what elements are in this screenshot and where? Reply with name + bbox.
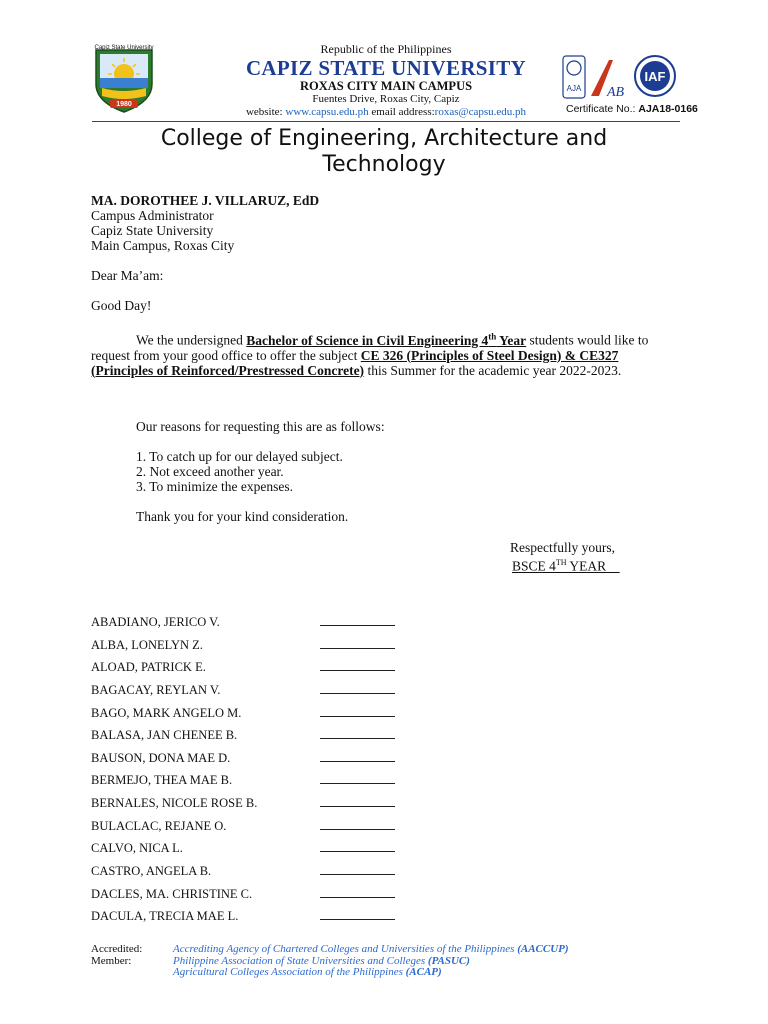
svg-text:AJA: AJA: [566, 84, 582, 93]
signatory-name: CALVO, NICA L.: [91, 841, 183, 855]
reasons-intro: Our reasons for requesting this are as follows:: [136, 419, 385, 434]
signatory-name: BAGACAY, REYLAN V.: [91, 683, 221, 697]
footer-label: Member:: [91, 954, 132, 967]
recipient-line: Main Campus, Roxas City: [91, 238, 235, 253]
signatory-name: ALBA, LONELYN Z.: [91, 638, 203, 652]
recipient-line: Capiz State University: [91, 223, 214, 238]
signatory-name: DACLES, MA. CHRISTINE C.: [91, 887, 253, 901]
reason-item: 1. To catch up for our delayed subject.: [136, 449, 343, 464]
reason-item: 3. To minimize the expenses.: [136, 479, 294, 494]
jab-logo: [591, 60, 625, 100]
certificate-value: AJA18-0166: [638, 103, 698, 115]
reason-item: 2. Not exceed another year.: [136, 464, 284, 479]
signature-line: [320, 806, 395, 807]
signatory-row: [91, 864, 411, 886]
closing: Respectfully yours,: [510, 540, 615, 555]
certificate-number: [566, 103, 698, 115]
contact-line: [200, 106, 572, 118]
org-abbr: (PASUC): [427, 954, 470, 967]
signature-line: [320, 783, 395, 784]
recipient-line: Campus Administrator: [91, 208, 214, 223]
signatory-name: BALASA, JAN CHENEE B.: [91, 728, 238, 742]
request-paragraph: [91, 329, 681, 378]
signatory-name: BULACLAC, REJANE O.: [91, 819, 227, 833]
signatory-row: [91, 909, 411, 931]
signatory-name: ALOAD, PATRICK E.: [91, 660, 206, 674]
signatory-row: [91, 841, 411, 863]
signatory-name: BAUSON, DONA MAE D.: [91, 751, 231, 765]
signatory-row: [91, 683, 411, 705]
program-name: [246, 333, 526, 348]
signature-line: [320, 897, 395, 898]
org-name: Philippine Association of State Universities and Colleges: [173, 954, 428, 967]
recipient-address: [91, 208, 234, 253]
greeting: Good Day!: [91, 298, 152, 313]
signature-line: [320, 716, 395, 717]
footer-org: [173, 943, 569, 955]
signatory-row: [91, 887, 411, 909]
signatory-row: [91, 615, 411, 637]
signatory-name: BAGO, MARK ANGELO M.: [91, 706, 242, 720]
signature-line: [320, 761, 395, 762]
header-divider: [92, 121, 680, 122]
thanks-line: Thank you for your kind consideration.: [136, 509, 349, 524]
footer-row: [91, 967, 691, 979]
signature-line: [320, 738, 395, 739]
signature-line: [320, 829, 395, 830]
signature-line: [320, 625, 395, 626]
program-text: Bachelor of Science in Civil Engineering 4: [246, 332, 489, 348]
address-line: Fuentes Drive, Roxas City, Capiz: [312, 93, 460, 105]
email-label: email address:: [368, 106, 435, 118]
svg-text:AB: AB: [607, 85, 625, 100]
republic-line: Republic of the Philippines: [320, 42, 452, 56]
org-name: Agricultural Colleges Association of the Philippines: [173, 966, 406, 978]
signature-line: [320, 648, 395, 649]
email-link[interactable]: roxas@capsu.edu.ph: [434, 106, 527, 118]
class-year: YEAR: [566, 558, 620, 574]
signatory-row: [91, 638, 411, 660]
signatory-name: DACULA, TRECIA MAE L.: [91, 909, 239, 923]
para-text-3: this Summer for the academic year 2022-2023.: [364, 362, 622, 378]
org-abbr: (ACAP): [405, 966, 442, 978]
org-name: Accrediting Agency of Chartered Colleges and Universities of the Philippines: [173, 943, 518, 955]
aja-logo: [563, 56, 585, 98]
website-label: website:: [245, 106, 286, 118]
college-title: College of Engineering, Architecture and Technology: [160, 126, 608, 177]
signatory-row: [91, 796, 411, 818]
org-abbr: (AACCUP): [517, 943, 569, 955]
signatory-name: BERMEJO, THEA MAE B.: [91, 773, 233, 787]
recipient-name: MA. DOROTHEE J. VILLARUZ, EdD: [91, 193, 320, 208]
para-text-2: students would like to request from your good office to offer the subject: [91, 332, 649, 363]
signatory-row: [91, 706, 411, 728]
program-sup: th: [488, 331, 497, 341]
subjects: CE 326 (Principles of Steel Design) & CE327 (Principles of Reinforced/Prestressed Concrete): [91, 347, 619, 378]
signatory-name: ABADIANO, JERICO V.: [91, 615, 220, 629]
logo-text: Capiz State University: [94, 45, 154, 51]
reasons-list: [136, 449, 343, 494]
university-name: CAPIZ STATE UNIVERSITY: [245, 56, 527, 80]
signature-line: [320, 851, 395, 852]
signatory-name: BERNALES, NICOLE ROSE B.: [91, 796, 258, 810]
signature-line: [320, 919, 395, 920]
campus-name: ROXAS CITY MAIN CAMPUS: [299, 79, 473, 93]
logo-year: 1980: [116, 101, 132, 108]
signature-line: [320, 693, 395, 694]
class-sup: TH: [555, 558, 567, 567]
signatory-name: CASTRO, ANGELA B.: [91, 864, 212, 878]
class-signature: [512, 555, 620, 574]
signatory-row: [91, 819, 411, 841]
iaf-logo: [635, 56, 675, 96]
certificate-label: Certificate No.:: [566, 103, 639, 115]
signatory-row: [91, 728, 411, 750]
program-year: Year: [496, 332, 527, 348]
footer-label: Accredited:: [91, 943, 143, 955]
signatory-row: [91, 751, 411, 773]
footer-org: [173, 966, 442, 978]
signature-line: [320, 874, 395, 875]
footer-org: [173, 955, 470, 967]
website-link[interactable]: www.capsu.edu.ph: [285, 106, 369, 118]
signature-line: [320, 670, 395, 671]
para-text-1: We the undersigned: [136, 332, 247, 348]
class-text: BSCE 4: [512, 558, 556, 574]
signatory-row: [91, 660, 411, 682]
svg-text:IAF: IAF: [644, 69, 666, 84]
accreditation-footer: [91, 944, 691, 979]
signatory-row: [91, 773, 411, 795]
salutation: Dear Ma’am:: [91, 268, 164, 283]
